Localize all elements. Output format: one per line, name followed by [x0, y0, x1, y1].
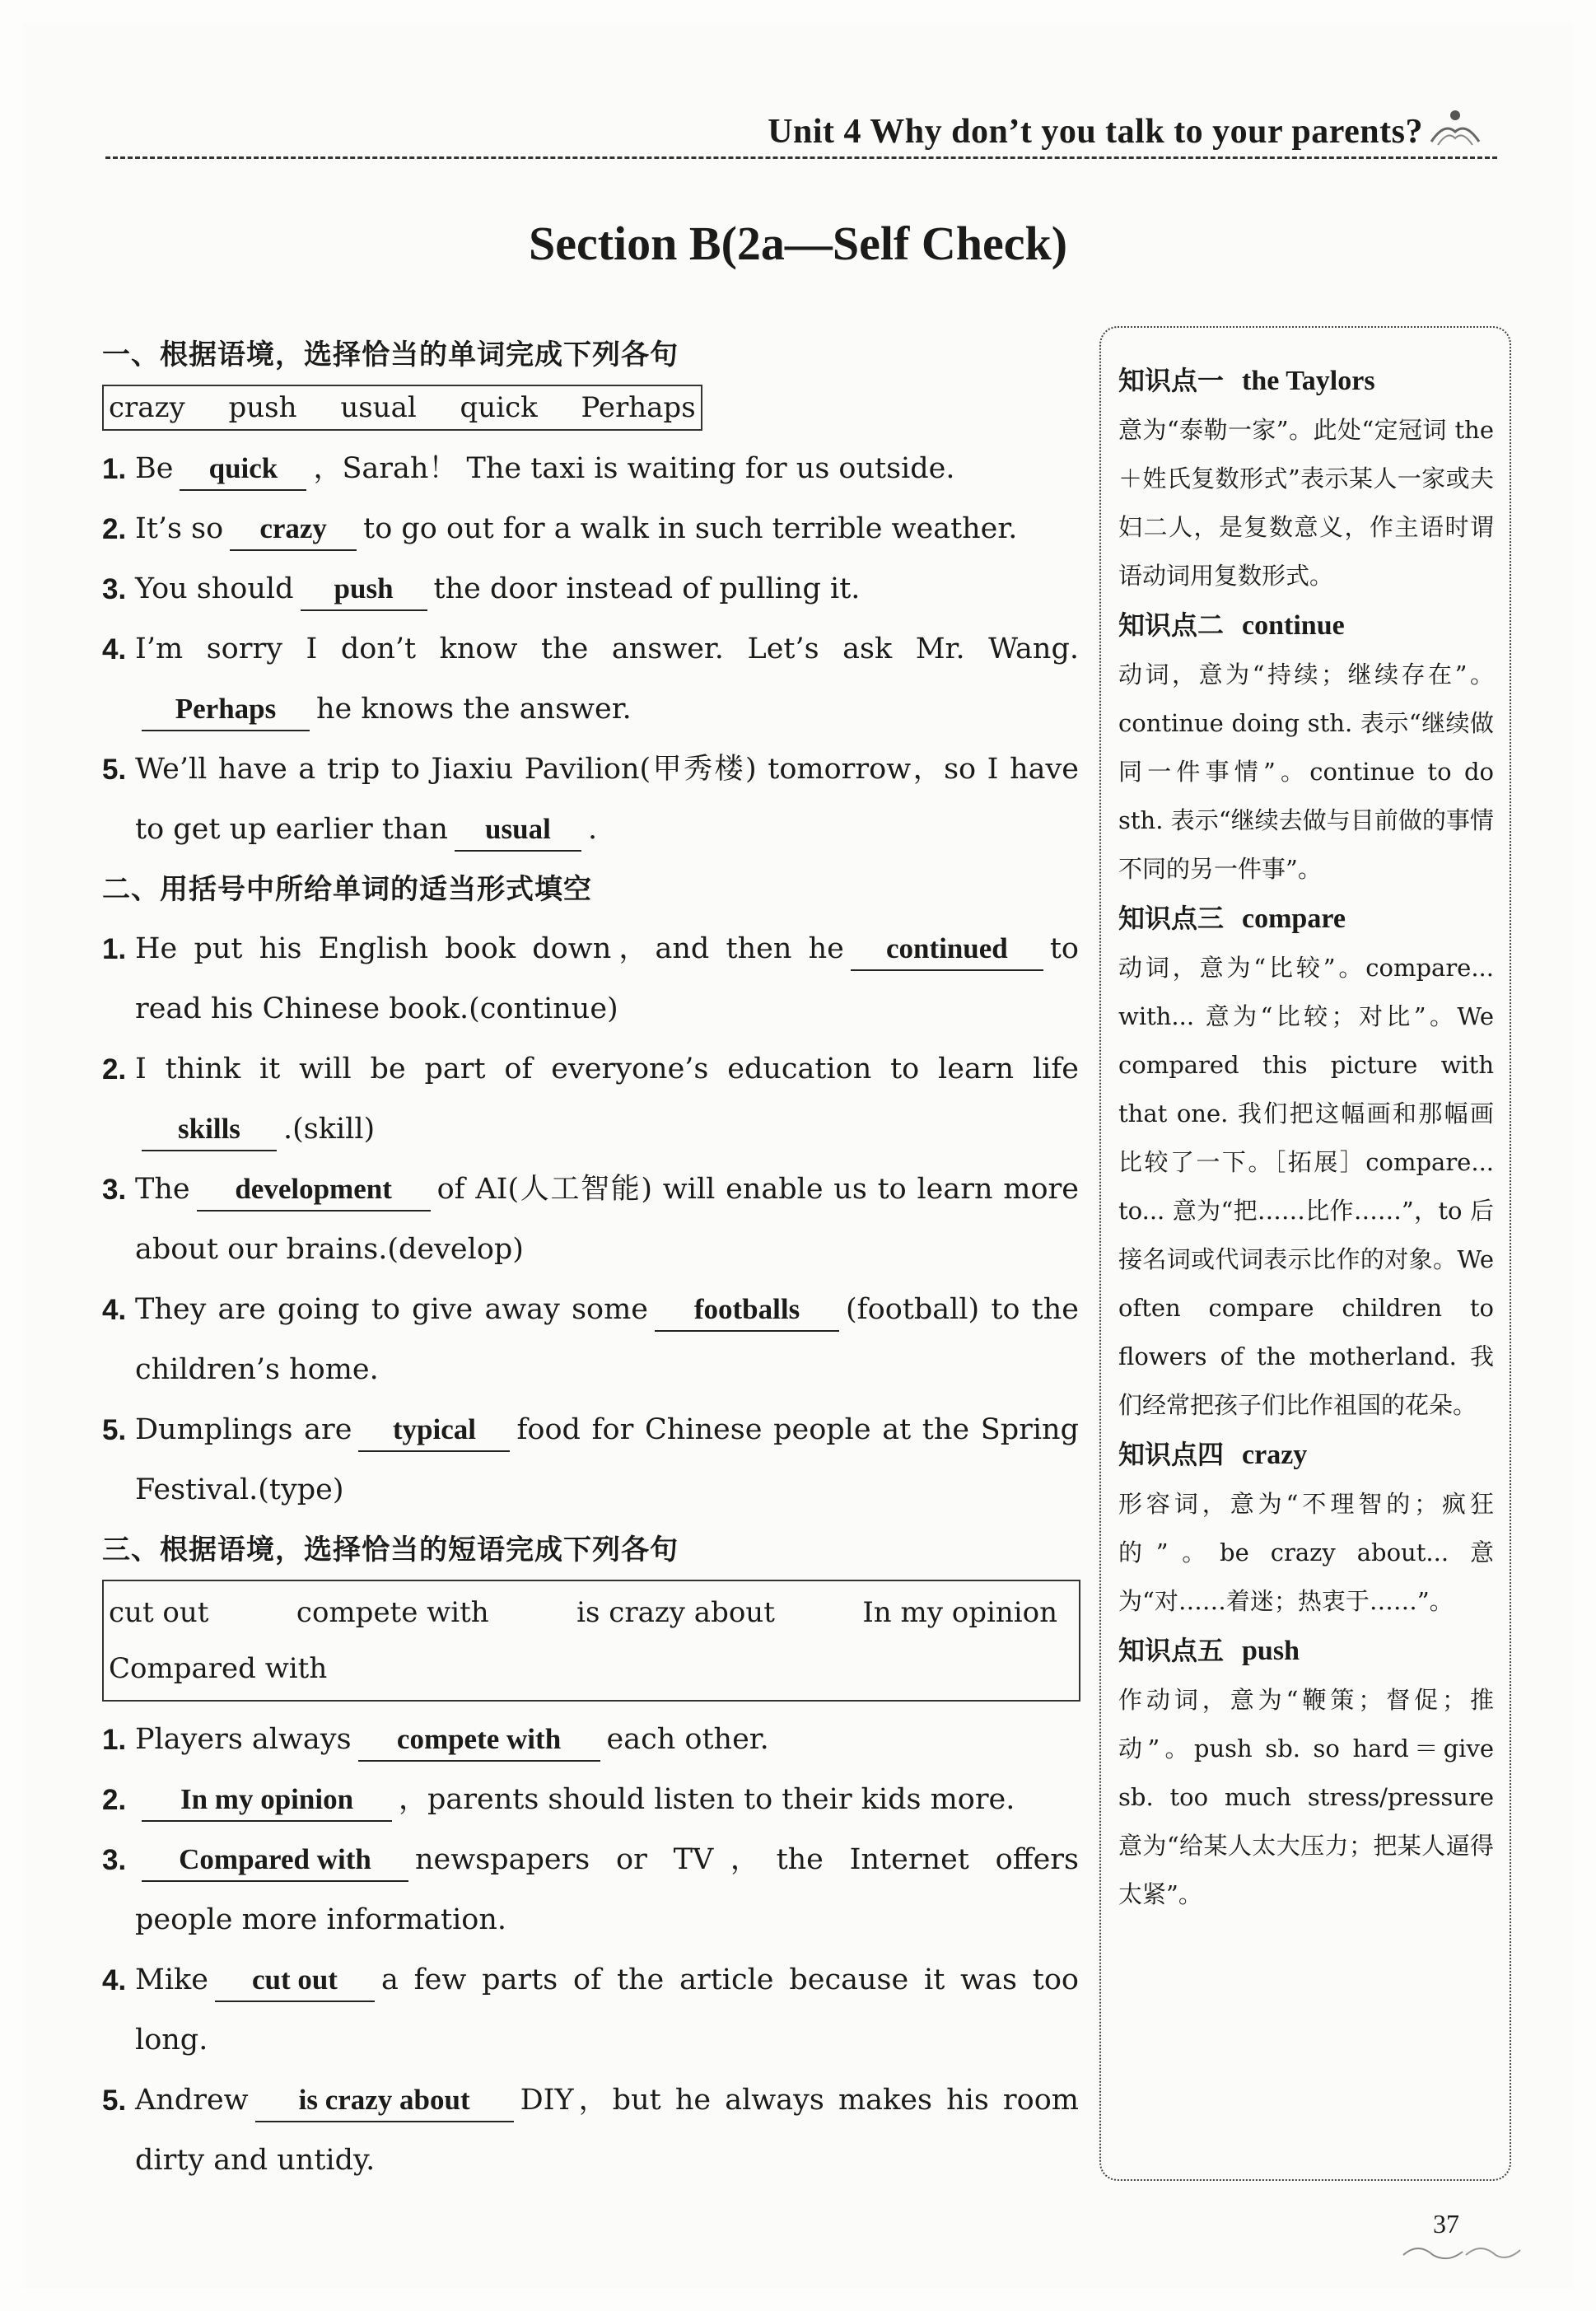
phrase-bank-item: is crazy about — [576, 1596, 775, 1629]
knowledge-point-text: 动词，意为“比较”。compare... with... 意为“比较；对比”。We compared this picture with that one. 我们把这幅画和那幅画比较了一下。［拓展］compare... to... 意为“把……比作……”，to 后接名词或代词表示比作的对象。We often compare children to flowers of the motherland. 我们经常把孩子们比作祖国的花朵。 — [1118, 954, 1494, 1419]
knowledge-point-text: 意为“泰勒一家”。此处“定冠词 the ＋姓氏复数形式”表示某人一家或夫妇二人，是复数意义，作主语时谓语动词用复数形式。 — [1118, 416, 1494, 590]
answer-blank: In my opinion — [142, 1779, 392, 1822]
knowledge-point-heading: 知识点一 the Taylors — [1118, 365, 1375, 396]
knowledge-point-heading: 知识点五 push — [1118, 1635, 1300, 1666]
part1-heading: 一、根据语境，选择恰当的单词完成下列各句 — [102, 338, 679, 371]
phrase-bank-item: compete with — [296, 1596, 489, 1629]
question: 1. Be quick ，Sarah！ The taxi is waiting for us outside. — [102, 439, 1079, 499]
question: 3. You should push the door instead of pulling it. — [102, 559, 1079, 619]
knowledge-point-heading: 知识点二 continue — [1118, 609, 1345, 641]
knowledge-point-heading: 知识点四 crazy — [1118, 1439, 1308, 1470]
knowledge-point-heading: 知识点三 compare — [1118, 903, 1346, 934]
word-bank — [102, 385, 702, 431]
answer-blank: footballs — [655, 1289, 839, 1332]
footer-ornament-icon — [1400, 2239, 1524, 2263]
answer-blank: quick — [180, 448, 306, 491]
knowledge-point-text: 动词，意为“持续；继续存在”。continue doing sth. 表示“继续做同一件事情”。continue to do sth. 表示“继续去做与目前做的事情不同的另一件事”。 — [1118, 661, 1494, 883]
part2-heading: 二、用括号中所给单词的适当形式填空 — [102, 873, 592, 906]
header-divider — [105, 156, 1497, 159]
word-bank-item: usual — [340, 391, 417, 424]
answer-blank: typical — [358, 1409, 510, 1452]
question: 1. He put his English book down，and then he continued to read his Chinese book.(continue) — [102, 919, 1079, 1039]
unit-title: Unit 4 Why don’t you talk to your parents? — [768, 113, 1423, 151]
question: 5. Andrew is crazy about DIY，but he always makes his room dirty and untidy. — [102, 2071, 1079, 2191]
answer-blank: Compared with — [142, 1839, 408, 1882]
question: 4. They are going to give away some footballs (football) to the children’s home. — [102, 1280, 1079, 1400]
word-bank-item: crazy — [109, 391, 185, 424]
phrase-bank-item: cut out — [109, 1596, 209, 1629]
word-bank-item: quick — [460, 391, 538, 424]
question: 1. Players always compete with each other. — [102, 1710, 1079, 1770]
question: 5. We’ll have a trip to Jiaxiu Pavilion(甲秀楼) tomorrow，so I have to get up earlier than usual . — [102, 740, 1079, 860]
answer-blank: usual — [455, 809, 581, 852]
answer-blank: development — [197, 1169, 431, 1212]
question: 3. Compared with newspapers or TV，the Internet offers people more information. — [102, 1830, 1079, 1950]
answer-blank: continued — [851, 928, 1043, 971]
word-bank-item: push — [228, 391, 297, 424]
knowledge-sidebar — [1118, 356, 1494, 1919]
question: 3. The development of AI(人工智能) will enable us to learn more about our brains.(develop) — [102, 1160, 1079, 1280]
exercise-column — [102, 325, 1079, 2191]
answer-blank: cut out — [215, 1959, 375, 2002]
part3-heading: 三、根据语境，选择恰当的短语完成下列各句 — [102, 1534, 679, 1566]
answer-blank: crazy — [230, 508, 357, 551]
question: 2. In my opinion ，parents should listen to their kids more. — [102, 1770, 1079, 1830]
answer-blank: Perhaps — [142, 689, 310, 731]
answer-blank: is crazy about — [255, 2080, 514, 2122]
phrase-bank-item: Compared with — [109, 1652, 328, 1685]
knowledge-point-text: 形容词，意为“不理智的；疯狂的”。be crazy about... 意为“对……着迷；热衷于……”。 — [1118, 1490, 1494, 1615]
word-bank-item: Perhaps — [581, 391, 696, 424]
page-header — [105, 107, 1497, 158]
section-title: Section B(2a—Self Check) — [528, 217, 1068, 270]
question: 4. Mike cut out a few parts of the article because it was too long. — [102, 1950, 1079, 2071]
question: 5. Dumplings are typical food for Chinese people at the Spring Festival.(type) — [102, 1400, 1079, 1520]
phrase-bank — [102, 1580, 1080, 1702]
page-number: 37 — [1433, 2209, 1459, 2239]
question: 4. I’m sorry I don’t know the answer. Let’s ask Mr. Wang.Perhaps he knows the answer. — [102, 619, 1079, 740]
answer-blank: compete with — [358, 1719, 600, 1762]
knowledge-point-text: 作动词，意为“鞭策；督促；推动”。push sb. so hard＝give sb. too much stress/pressure 意为“给某人太大压力；把某人逼得太紧”。 — [1118, 1686, 1494, 1908]
flower-ornament-icon — [1428, 107, 1482, 148]
question: 2. It’s so crazy to go out for a walk in such terrible weather. — [102, 499, 1079, 559]
answer-blank: skills — [142, 1109, 277, 1151]
answer-blank: push — [301, 568, 427, 611]
phrase-bank-item: In my opinion — [862, 1596, 1057, 1629]
question: 2. I think it will be part of everyone’s education to learn lifeskills .(skill) — [102, 1039, 1079, 1160]
